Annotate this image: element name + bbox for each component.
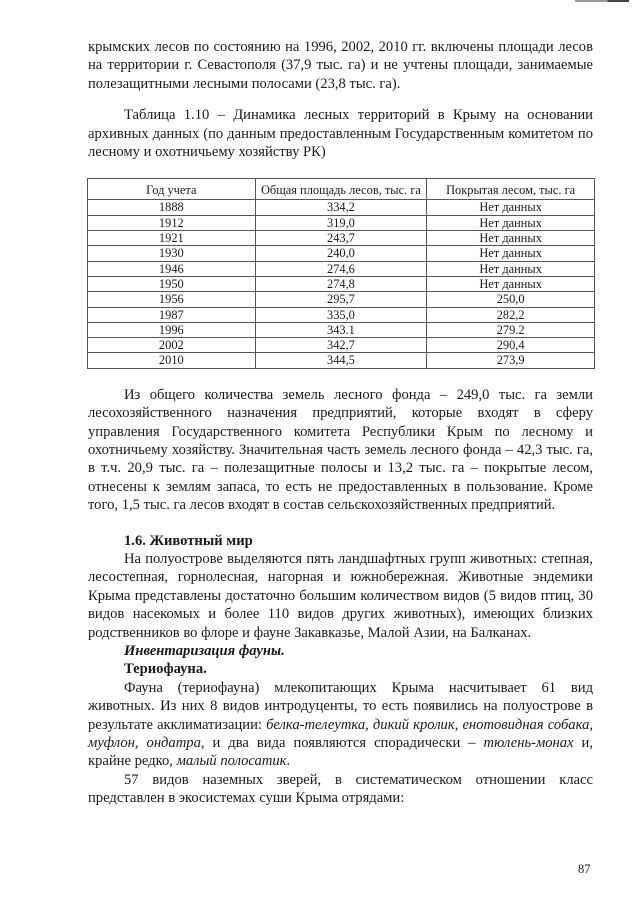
- cell-total-area: 274,6: [255, 261, 427, 276]
- intro-paragraph: крымских лесов по состоянию на 1996, 2002, 2010 гг. включены площади лесов на территории г. Севастополя (37,9 тыс. га) и не учтены площади, занимаемые полезащитными лесными полосами (23,8 тыс. га).: [88, 39, 593, 92]
- cell-forested-area: Нет данных: [427, 200, 595, 215]
- cell-year: 1930: [88, 246, 256, 261]
- table-caption: Таблица 1.10 – Динамика лесных территорий в Крыму на основании архивных данных (по данным предоставленным Государственным комитетом по лесному и охотничьему хозяйству РК): [88, 107, 593, 161]
- cell-forested-area: Нет данных: [427, 246, 595, 261]
- text-run: ,: [589, 716, 594, 733]
- cell-total-area: 334,2: [255, 200, 427, 215]
- species-name: дикий кролик: [372, 716, 455, 733]
- text-run: и, крайне редко,: [88, 735, 594, 770]
- cell-total-area: 295,7: [255, 292, 427, 307]
- text-run: .: [286, 753, 291, 770]
- table-row: [88, 307, 595, 322]
- mammal-fauna-paragraph: [88, 679, 593, 771]
- text-run: , и два вида появляются спорадически –: [200, 735, 484, 752]
- table-header-row: [88, 179, 595, 200]
- scan-artifact: [575, 0, 629, 2]
- table-row: [88, 246, 595, 261]
- cell-year: 1888: [88, 200, 256, 215]
- text-run: Фауна (териофауна) млекопитающих Крыма насчитывает 61 вид животных. Из них 8 видов интродуценты, то есть появились на полуострове в результате акклиматизации:: [88, 679, 593, 733]
- table-row: [88, 215, 595, 230]
- cell-total-area: 335,0: [255, 307, 427, 322]
- cell-year: 2010: [88, 353, 256, 368]
- cell-forested-area: 282,2: [427, 307, 595, 322]
- table-row: [88, 200, 595, 215]
- cell-forested-area: Нет данных: [427, 276, 595, 291]
- header-forested-area: Покрытая лесом, тыс. га: [427, 179, 595, 200]
- header-year: Год учета: [88, 179, 256, 200]
- cell-total-area: 274,8: [255, 276, 427, 291]
- text-run: ,: [454, 716, 463, 733]
- cell-total-area: 319,0: [255, 215, 427, 230]
- species-name: белка-телеутка: [266, 716, 366, 733]
- section-title: 1.6. Животный мир: [124, 532, 253, 549]
- cell-year: 1987: [88, 307, 256, 322]
- table-row: [88, 261, 595, 276]
- cell-forested-area: Нет данных: [427, 215, 595, 230]
- cell-forested-area: 250,0: [427, 292, 595, 307]
- text-run: ,: [134, 735, 147, 752]
- cell-year: 1912: [88, 215, 256, 230]
- cell-forested-area: 279.2: [427, 322, 595, 337]
- cell-year: 2002: [88, 338, 256, 353]
- cell-total-area: 243,7: [255, 231, 427, 246]
- cell-year: 1950: [88, 276, 256, 291]
- cell-year: 1996: [88, 322, 256, 337]
- forest-dynamics-table: [87, 178, 595, 368]
- cell-forested-area: Нет данных: [427, 231, 595, 246]
- cell-year: 1921: [88, 231, 256, 246]
- cell-total-area: 342,7: [255, 338, 427, 353]
- inventory-subtitle: Инвентаризация фауны.: [124, 642, 285, 659]
- cell-forested-area: Нет данных: [427, 261, 595, 276]
- cell-year: 1956: [88, 292, 256, 307]
- cell-total-area: 240,0: [255, 246, 427, 261]
- header-total-area: Общая площадь лесов, тыс. га: [255, 179, 427, 200]
- text-run: ,: [365, 716, 373, 733]
- cell-forested-area: 290,4: [427, 338, 595, 353]
- table-row: [88, 353, 595, 368]
- cell-total-area: 343.1: [255, 322, 427, 337]
- theriofauna-subtitle: Териофауна.: [124, 661, 207, 678]
- table-row: [88, 231, 595, 246]
- species-name: малый полосатик: [176, 753, 287, 770]
- fauna-groups-paragraph: На полуострове выделяются пять ландшафтных групп животных: степная, лесостепная, горнолесная, нагорная и южнобережная. Животные эндемики Крыма представлены достаточно большим количеством видов (5 видов птиц, 30 видов насекомых и более 110 видов других животных), имеющих близких родственников во флоре и фауне Закавказье, Малой Азии, на Балканах.: [88, 550, 593, 641]
- cell-total-area: 344,5: [255, 353, 427, 368]
- table-row: [88, 276, 595, 291]
- cell-forested-area: 273,9: [427, 353, 595, 368]
- species-name: ондатра: [146, 735, 201, 752]
- document-page: [88, 38, 593, 808]
- species-name: тюлень-монах: [483, 735, 574, 752]
- cell-year: 1946: [88, 261, 256, 276]
- species-name: муфлон: [88, 735, 135, 752]
- page-number: 87: [578, 862, 591, 876]
- forest-fund-paragraph: Из общего количества земель лесного фонда – 249,0 тыс. га земли лесохозяйственного назначения предприятий, которые входят в сферу управления Государственного комитета Республики Крым по лесному и охотничьему хозяйству. Значительная часть земель лесного фонда – 42,3 тыс. га, в т.ч. 20,9 тыс. га – полезащитные полосы и 13,2 тыс. га – покрытые лесом, отнесены к землям запаса, то есть не предоставленных в пользование. Кроме того, 1,5 тыс. га лесов входят в состав сельскохозяйственных предприятий.: [88, 386, 593, 514]
- table-row: [88, 292, 595, 307]
- species-name: енотовидная собака: [462, 716, 590, 733]
- table-row: [88, 322, 595, 337]
- closing-paragraph: 57 видов наземных зверей, в систематическом отношении класс представлен в экосистемах суши Крыма отрядами:: [88, 771, 593, 807]
- table-row: [88, 338, 595, 353]
